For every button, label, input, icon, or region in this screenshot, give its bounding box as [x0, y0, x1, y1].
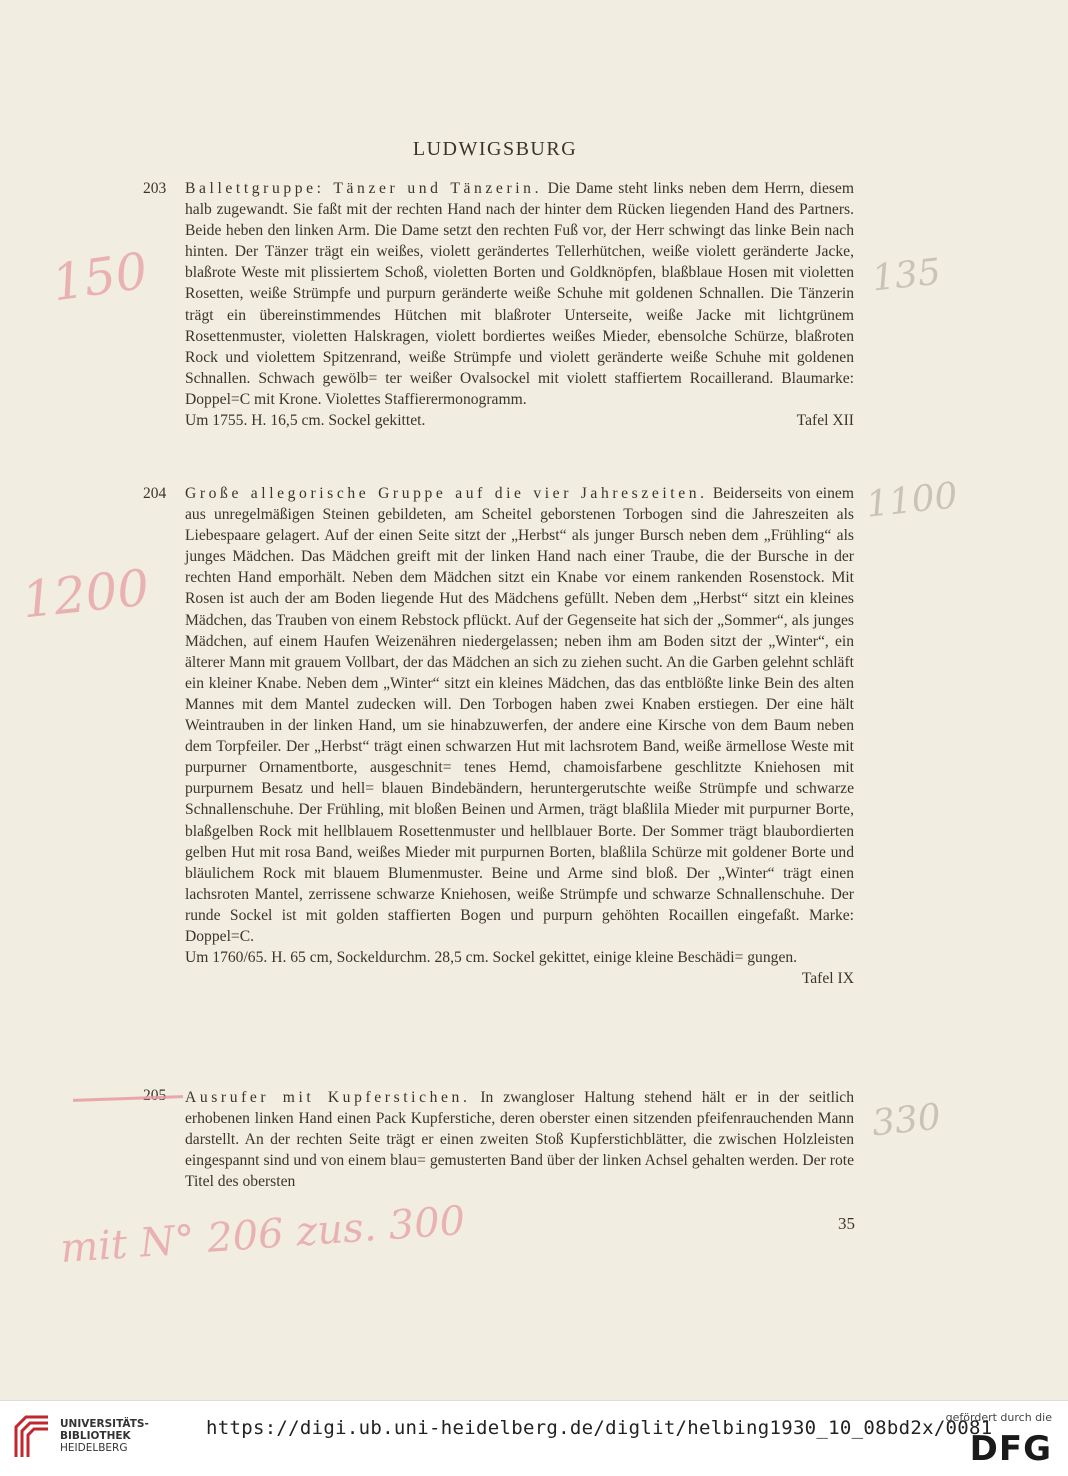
sponsor-label: gefördert durch die — [945, 1411, 1052, 1424]
entry-number: 204 — [143, 485, 167, 502]
institution-line: BIBLIOTHEK — [60, 1430, 131, 1442]
permalink-url[interactable]: https://digi.ub.uni-heidelberg.de/diglit/helbing1930_10_08bd2x/0081 — [206, 1417, 993, 1439]
entry-title: Ausrufer mit Kupferstichen. — [185, 1089, 471, 1106]
institution-line: HEIDELBERG — [60, 1442, 128, 1454]
page-number: 35 — [838, 1214, 855, 1233]
entry-meta-line — [185, 410, 854, 431]
institution-name — [60, 1418, 149, 1454]
handwritten-group-note: mit N° 206 zus. 300 — [58, 1197, 467, 1273]
handwritten-price-203: 150 — [48, 241, 152, 313]
handwritten-estimate-204: 1100 — [864, 475, 960, 526]
viewer-footer — [0, 1400, 1068, 1476]
plate-reference: Tafel IX — [801, 970, 854, 988]
entry-body — [185, 178, 854, 431]
entry-title: Große allegorische Gruppe auf die vier Jahreszeiten. — [185, 485, 708, 502]
handwritten-estimate-203: 135 — [870, 251, 943, 300]
university-library-logo-icon — [12, 1413, 52, 1461]
entry-text: Beiderseits von einem aus unregelmäßigen Steinen gebildeten, am Scheitel geborstenen Torbogen sind die Jahreszeiten als Liebespaare gelagert. Auf der einen Seite sitzt der „Herbst“ als junger Bursch neben dem „Frühling“ als junges Mädchen. Das Mädchen greift mit der linken Hand nach einer Traube, die der Bursche in der rechten Hand emporhält. Neben dem Mädchen sitzt ein Knabe vor einem rankenden Rosenstock. Mit Rosen ist auch der am Boden liegende Hut des Mädchens gefüllt. Neben dem „Herbst“ sitzt ein kleines Mädchen, das Trauben von einem Rebstock pflückt. Auf der Gegenseite hat sich der „Sommer“, als junges Mädchen, auf einem Haufen Weizenähren niedergelassen; neben ihm am Boden sitzt der „Winter“, ein älterer Mann mit grauem Vollbart, der das Mädchen an sich zu ziehen sucht. An die Garben gelehnt schläft ein kleiner Knabe. Neben dem „Winter“ sitzt ein kleines Mädchen, das das entblößte linke Bein des alten Mannes mit dem Mantel zudecken will. Den Torbogen haben zwei Knaben erstiegen. Der eine hält Weintrauben in der linken Hand, um sie hinabzuwerfen, der andere eine Kirsche von dem Baum neben dem Torpfeiler. Der „Herbst“ trägt einen schwarzen Hut mit lachsrotem Band, weiße ärmellose Weste mit purpurner Ornamentborte, ausgeschnit= tenes Hemd, chamoisfarbene geschlitzte Kniehosen mit purpurnem Besatz und hell= blauen Bindebändern, heruntergerutschte weiße Strümpfe und schwarze Schnallenschuhe. Der Frühling, mit bloßen Beinen und Armen, trägt blaßlila Mieder mit purpurner Borte, blaßgelben Rock mit hellblauem Rosettenmuster und hellblauer Borte. Der Sommer trägt blaubordierten gelben Hut mit rosa Band, weißes Mieder mit purpurnen Borten, blaßlila Schürze mit goldener Borte und bläulichem Rock mit blauem Blumenmuster. Beine und Arme sind bloß. Der „Winter“ trägt einen lachsroten Mantel, zerrissene schwarze Kniehosen, weiße Strümpfe und schwarze Schnallenschuhe. Der runde Sockel ist mit golden staffierten Bogen und purpurn gehöhten Rocaillen eingefaßt. Marke: Doppel=C. — [185, 485, 854, 945]
entry-text: In zwangloser Haltung stehend hält er in der seitlich erhobenen linken Hand einen Pack Kupferstiche, deren oberster einen sitzenden pfeifenrauchenden Mann darstellt. An der rechten Seite trägt er einen zweiten Stoß Kupferstichblätter, die zwischen Holzleisten eingespannt sind und von einem blau= gemusterten Band über der linken Achsel gehalten werden. Der rote Titel des obersten — [185, 1089, 854, 1191]
dfg-logo: DFG — [969, 1429, 1052, 1469]
handwritten-estimate-205: 330 — [870, 1096, 943, 1145]
entry-title: Ballettgruppe: Tänzer und Tänzerin. — [185, 180, 543, 197]
entry-text: Die Dame steht links neben dem Herrn, diesem halb zugewandt. Sie faßt mit der rechten Hand nach der hinter dem Rücken liegenden Hand des Partners. Beide heben den linken Arm. Die Dame setzt den rechten Fuß vor, der Herr schwingt das linke Bein nach hinten. Der Tänzer trägt ein weißes, violett gerändertes Tellerhütchen, weiße violett geränderte Jacke, blaßrote Weste mit plissiertem Schoß, violetten Borten und Goldknöpfen, blaßblaue Hosen mit violetten Rosetten, weiße Strümpfe und purpurn geränderte weiße Schuhe mit goldenen Schnallen. Die Tänzerin trägt ein übereinstimmendes Hütchen mit blaßroter Unterseite, weiße Jacke mit lichtgrünem Rosettenmuster, violetten Halskragen, violett bordiertes weißes Mieder, ebensolche Schürze, blaßroten Rock und violettem Spitzenrand, weiße Strümpfe und violett geränderte weiße Schuhe mit goldenen Schnallen. Schwach gewölb= ter weißer Ovalsockel mit violett staffiertem Rocaillerand. Blaumarke: Doppel=C mit Krone. Violettes Staffierermonogramm. — [185, 180, 854, 408]
plate-reference: Tafel XII — [796, 412, 854, 430]
entry-body — [185, 1087, 854, 1192]
institution-line: UNIVERSITÄTS- — [60, 1418, 149, 1430]
entry-meta: Um 1760/65. H. 65 cm, Sockeldurchm. 28,5 cm. Sockel gekittet, einige kleine Beschädi= gungen. — [185, 949, 798, 967]
handwritten-price-204: 1200 — [19, 558, 152, 630]
running-head: LUDWIGSBURG — [412, 138, 578, 160]
entry-body — [185, 483, 854, 989]
entry-number: 203 — [143, 180, 167, 197]
entry-meta: Um 1755. H. 16,5 cm. Sockel gekittet. — [185, 412, 426, 430]
red-pencil-mark — [73, 1095, 183, 1102]
